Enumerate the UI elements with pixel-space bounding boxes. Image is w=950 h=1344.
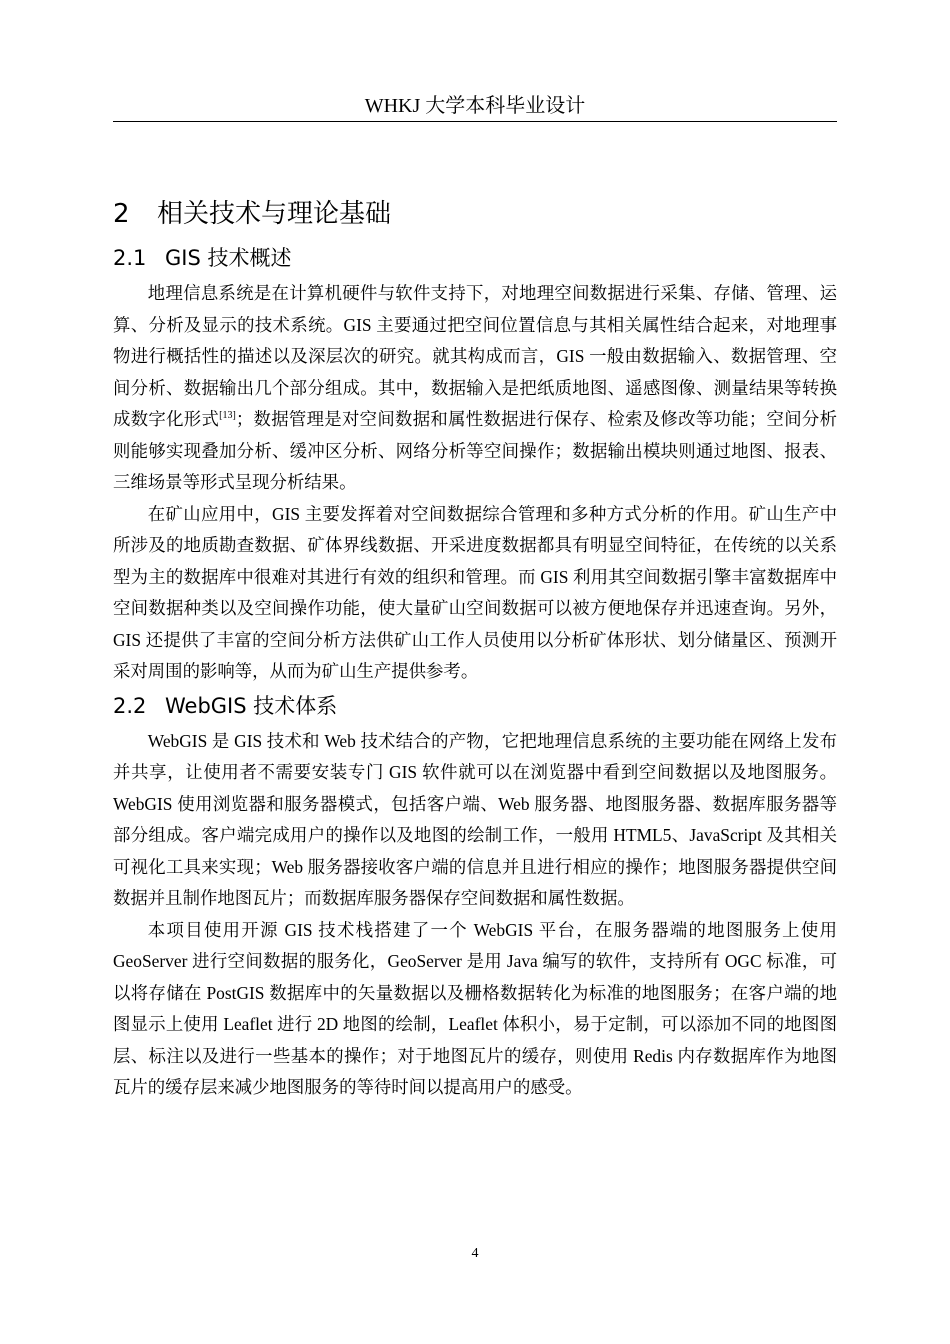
section-heading-2-2 (113, 692, 837, 720)
chapter-number: 2 (113, 199, 130, 229)
paragraph-text: 地理信息系统是在计算机硬件与软件支持下，对地理空间数据进行采集、存储、管理、运算、分析及显示的技术系统。GIS 主要通过把空间位置信息与其相关属性结合起来，对地理事物进行概括性的描述以及深层次的研究。就其构成而言，GIS 一般由数据输入、数据管理、空间分析、数据输出几个部分组成。其中，数据输入是把纸质地图、遥感图像、测量结果等转换成数字化形式 (113, 283, 837, 429)
chapter-heading (113, 198, 837, 230)
chapter-title: 相关技术与理论基础 (157, 199, 392, 229)
running-header: WHKJ 大学本科毕业设计 (364, 95, 586, 117)
paragraph: 本项目使用开源 GIS 技术栈搭建了一个 WebGIS 平台，在服务器端的地图服务上使用 GeoServer 进行空间数据的服务化，GeoServer 是用 Java 编写的软件，支持所有 OGC 标准，可以将存储在 PostGIS 数据库中的矢量数据以及栅格数据转化为标准的地图服务；在客户端的地图显示上使用 Leaflet 进行 2D 地图的绘制，Leaflet 体积小，易于定制，可以添加不同的地图图层、标注以及进行一些基本的操作；对于地图瓦片的缓存，则使用 Redis 内存数据库作为地图瓦片的缓存层来减少地图服务的等待时间以提高用户的感受。 (113, 919, 837, 1097)
paragraph (113, 278, 837, 499)
section-heading-2-1 (113, 244, 837, 272)
section-number: 2.2 (113, 693, 147, 718)
header-rule (113, 121, 837, 122)
paragraph-text: ；数据管理是对空间数据和属性数据进行保存、检索及修改等功能；空间分析则能够实现叠加分析、缓冲区分析、网络分析等空间操作；数据输出模块则通过地图、报表、三维场景等形式呈现分析结果。 (113, 409, 837, 492)
paragraph: WebGIS 是 GIS 技术和 Web 技术结合的产物，它把地理信息系统的主要功能在网络上发布并共享，让使用者不需要安装专门 GIS 软件就可以在浏览器中看到空间数据以及地图服务。WebGIS 使用浏览器和服务器模式，包括客户端、Web 服务器、地图服务器、数据库服务器等部分组成。客户端完成用户的操作以及地图的绘制工作，一般用 HTML5、JavaScript 及其相关可视化工具来实现；Web 服务器接收客户端的信息并且进行相应的操作；地图服务器提供空间数据并且制作地图瓦片；而数据库服务器保存空间数据和属性数据。 (113, 730, 837, 908)
main-content (113, 190, 837, 1104)
citation-ref: [13] (219, 410, 236, 422)
section-title: GIS 技术概述 (165, 246, 292, 270)
page-number: 4 (471, 1246, 479, 1261)
section-number: 2.1 (113, 246, 147, 270)
paragraph: 在矿山应用中，GIS 主要发挥着对空间数据综合管理和多种方式分析的作用。矿山生产中所涉及的地质勘查数据、矿体界线数据、开采进度数据都具有明显空间特征，在传统的以关系型为主的数据库中很难对其进行有效的组织和管理。而 GIS 利用其空间数据引擎丰富数据库中空间数据种类以及空间操作功能，使大量矿山空间数据可以被方便地保存并迅速查询。另外，GIS 还提供了丰富的空间分析方法供矿山工作人员使用以分析矿体形状、划分储量区、预测开采对周围的影响等，从而为矿山生产提供参考。 (113, 503, 837, 681)
section-title: WebGIS 技术体系 (165, 693, 338, 718)
